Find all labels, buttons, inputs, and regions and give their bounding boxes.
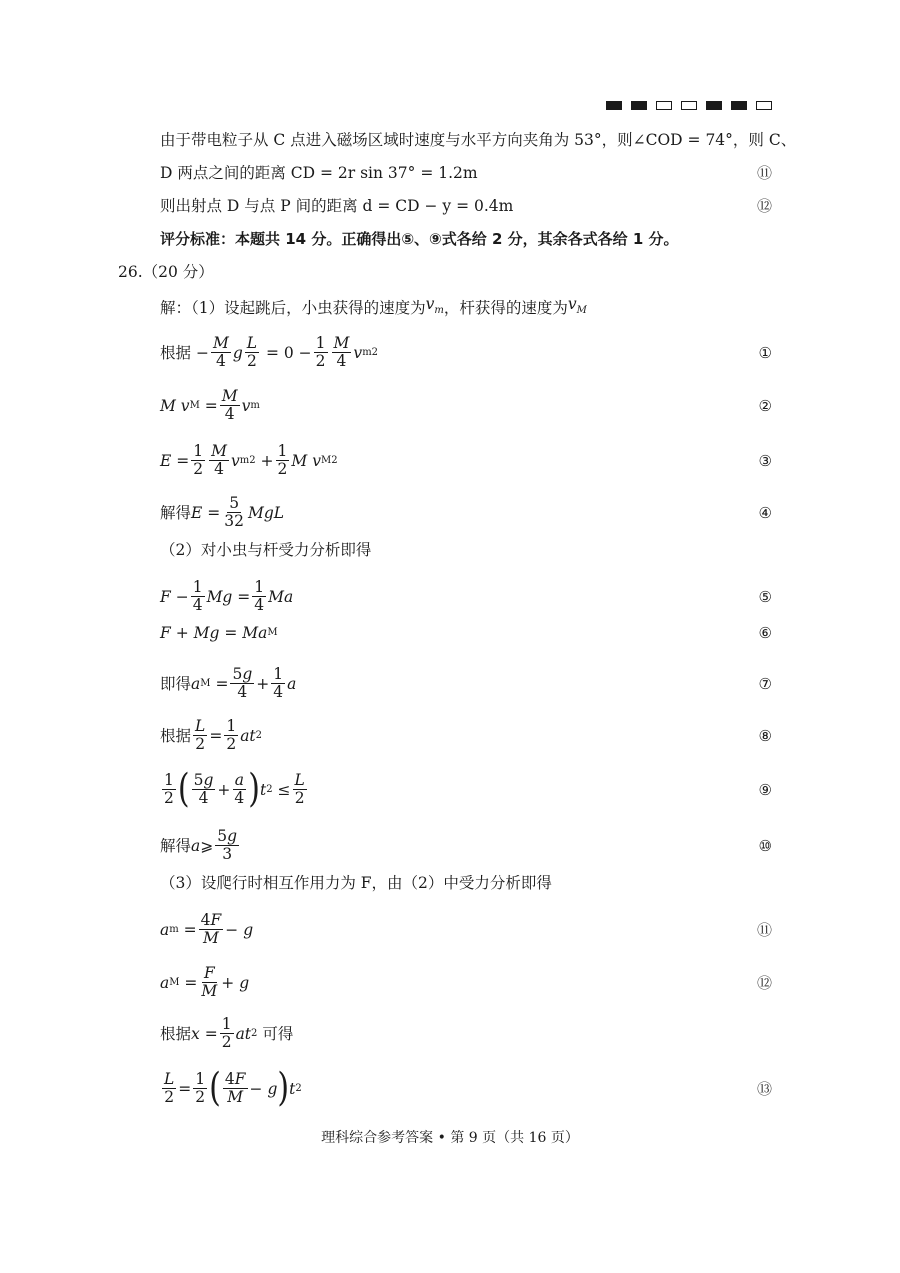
equation-6: F + Mg = Ma M ⑥ — [160, 624, 772, 642]
part2-intro: （2）对小虫与杆受力分析即得 — [160, 541, 372, 559]
equation-4: 解得 E = 5 32 MgL ④ — [160, 494, 772, 530]
equation-3: E = 1 2 M 4 v m 2 + 1 2 M v M 2 ③ — [160, 442, 772, 478]
equation-7: 即得 a M = 5g 4 + 1 4 a ⑦ — [160, 665, 772, 701]
scoring-standard: 评分标准：本题共 14 分。正确得出⑤、⑨式各给 2 分，其余各式各给 1 分。 — [160, 230, 679, 248]
marker-empty — [756, 101, 772, 110]
equation-12: a M = F M + g ⑫ — [160, 964, 772, 1000]
marker-empty — [681, 101, 697, 110]
marker-filled — [706, 101, 722, 110]
equation-11: a m = 4F M − g ⑪ — [160, 911, 772, 947]
equation-9: 1 2 ( 5g 4 + a 4 ) t 2 ≤ L 2 ⑨ — [164, 766, 772, 812]
equation-x: 根据 x = 1 2 at 2 可得 — [160, 1015, 294, 1051]
question-header: 26.（20 分） — [118, 263, 214, 281]
marker-filled — [606, 101, 622, 110]
prev-line-1: 由于带电粒子从 C 点进入磁场区域时速度与水平方向夹角为 53°，则∠COD = 74°，则 C、 — [160, 131, 797, 149]
marker-empty — [656, 101, 672, 110]
page-marker-blocks — [606, 101, 772, 110]
equation-2: M v M = M 4 v m ② — [160, 387, 772, 423]
prev-line-3: 则出射点 D 与点 P 间的距离 d = CD − y = 0.4m ⑫ — [160, 197, 772, 215]
prev-line-2: D 两点之间的距离 CD = 2r sin 37° = 1.2m ⑪ — [160, 164, 772, 182]
equation-13: L 2 = 1 2 ( 4F M − g ) t 2 ⑬ — [164, 1065, 772, 1111]
marker-filled — [731, 101, 747, 110]
part3-intro: （3）设爬行时相互作用力为 F，由（2）中受力分析即得 — [160, 874, 552, 892]
page-footer: 理科综合参考答案 • 第 9 页（共 16 页） — [321, 1130, 579, 1146]
equation-10: 解得 a ⩾ 5g 3 ⑩ — [160, 827, 772, 863]
marker-filled — [631, 101, 647, 110]
equation-8: 根据 L 2 = 1 2 at 2 ⑧ — [160, 717, 772, 753]
part1-intro: 解：（1）设起跳后，小虫获得的速度为 $v_m$ ，杆获得的速度为 $v_M$ — [160, 295, 587, 317]
equation-5: F − 1 4 Mg = 1 4 Ma ⑤ — [160, 578, 772, 614]
equation-1: 根据 − M 4 g L 2 = 0 − 1 2 M 4 v m 2 ① — [160, 334, 772, 370]
